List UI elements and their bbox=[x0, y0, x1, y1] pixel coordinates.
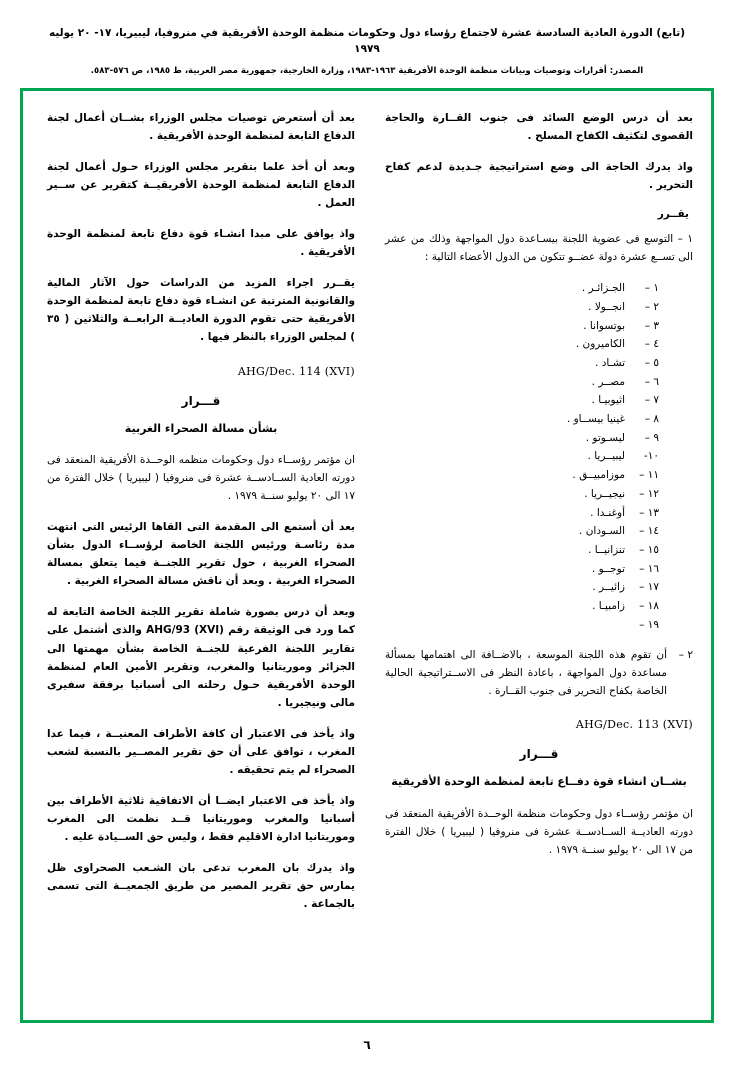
list-item bbox=[385, 410, 659, 429]
list-item-label: ليسـوتو . bbox=[585, 431, 625, 444]
list-item bbox=[385, 298, 659, 317]
clause-number: ٢ – bbox=[678, 649, 693, 662]
resolution-heading: قـــرار bbox=[519, 747, 559, 762]
list-item-label: تنزانيــا . bbox=[588, 543, 625, 556]
list-item-number: ٣ – bbox=[644, 319, 659, 332]
list-item-label: توجــو . bbox=[591, 562, 625, 575]
list-item-number: ١٣ – bbox=[639, 506, 659, 519]
paragraph: ان مؤتمر رؤســاء دول وحكومات منظمة الوحــدة الأفريقية المنعقد فى دورته العاديــة الســادســة عشرة فى منروفيا ( ليبيريا ) خلال الفترة من ١٧ الى ٢٠ يوليو سنــة ١٩٧٩ . bbox=[385, 808, 693, 857]
paragraph: واذ يأخذ فى الاعتبار ايضــا أن الاتفاقية ثلاثية الأطراف بين أسبانيا والمغرب وموريتانيا قــد نظمت الى المغرب وموريتانيا ادارة الاقليم فقط ، وليس حق الســيادة عليه . bbox=[47, 794, 355, 843]
list-item-number: ١٤ – bbox=[639, 525, 659, 538]
list-item bbox=[385, 335, 659, 354]
list-item bbox=[385, 522, 659, 541]
clause-one: ١ – التوسع فى عضوية اللجنة بيسـاعدة دول المواجهة وذلك من عشر الى تســع عشرة دولة عضــو تتكون من الدول الأعضاء التالية : bbox=[385, 233, 693, 264]
list-item-label: زائيــر . bbox=[592, 581, 625, 594]
paragraph: بعد أن درس الوضع السائد فى جنوب القــارة والحاجة القصوى لتكثيف الكفاح المسلح . bbox=[385, 112, 693, 143]
list-item bbox=[385, 447, 659, 466]
list-item-number: ١٥ – bbox=[639, 543, 659, 556]
paragraph: يقــرر اجراء المزيد من الدراسات حول الآثار المالية والقانونية المترتبة عن انشـاء قوة دفاع تابعة لمنظمة الوحدة الأفريقية حتى تقوم الدورة العاديــة الرابعــة والثلاثين ( ٣٥ ) لمجلس الوزراء بالنظر فيها . bbox=[47, 277, 355, 344]
list-item bbox=[385, 429, 659, 448]
page-number: ٦ bbox=[363, 1038, 371, 1052]
list-item bbox=[385, 354, 659, 373]
list-item-number: ٨ – bbox=[644, 413, 659, 426]
document-title: (تابع) الدورة العادية السادسة عشرة لاجتماع رؤساء دول وحكومات منظمة الوحدة الأفريقية في منروفيا، ليبيريا، ١٧- ٢٠ يوليه ١٩٧٩ bbox=[48, 27, 686, 55]
paragraph: واذ يدرك بان المغرب تدعى بان الشـعب الصحراوى ظل يمارس حق تقرير المصير من طريق الجمعيــة التى تسمى بالجماعة . bbox=[47, 862, 355, 911]
paragraph: وبعد أن أخذ علما بتقرير مجلس الوزراء حـول أعمال لجنة الدفاع التابعة لمنظمة الوحدة الأفريقيــة كتقرير عن ســير العمل . bbox=[47, 161, 355, 210]
list-item-label: مصــر . bbox=[591, 375, 625, 388]
decision-code: AHG/Dec. 114 (XVI) bbox=[237, 364, 355, 378]
paragraph: وبعد أن درس بصورة شاملة تقرير اللجنة الخاصة التابعة له كما ورد فى الوثيقة رقم AHG/93 (XVI) والذى أشتمل على تقارير اللجنة الفرعية للجنــة الخاصة بشأن مهمتها الى الجزائر وموريتانيا والمغرب، وتقرير الأمين العام لمنظمة الوحدة الأفريقية حـول رحلته الى أسبانيا برفقة سفيرى مالى ونيجيريا . bbox=[47, 606, 355, 709]
resolution-subject: بشــان انشاء قوة دفــاع تابعة لمنظمة الوحدة الأفريقية bbox=[391, 775, 687, 789]
resolution-heading: قـــرار bbox=[181, 393, 221, 408]
list-item bbox=[385, 541, 659, 560]
paragraph: بعد أن أستعرض توصيات مجلس الوزراء بشــان أعمال لجنة الدفاع التابعة لمنظمة الوحدة الأفريقية . bbox=[47, 112, 355, 143]
document-header bbox=[0, 0, 734, 78]
clause-text: أن تقوم هذه اللجنة الموسعة ، بالاضــافة الى اهتمامها بمسألة مساعدة دول المواجهة ، باعادة النظر فى الاســتراتيجية الحالية الخاصة بكفاح التحرير فى جنوب القــارة . bbox=[385, 649, 667, 698]
document-source: المصدر: أقرارات وتوصيات وبيانات منظمة الوحدة الأفريقية ١٩٦٣-١٩٨٣، وزارة الخارجية، جمهورية مصر العربية، ط ١٩٨٥، ص ٥٧٦-٥٨٣. bbox=[90, 65, 644, 76]
list-item bbox=[385, 560, 659, 579]
list-item bbox=[385, 504, 659, 523]
list-item bbox=[385, 616, 659, 635]
list-item-number: ٥ – bbox=[644, 357, 659, 370]
list-item-label: تشـاد . bbox=[595, 357, 625, 370]
resolution-subject: بشأن مسالة الصحراء الغربية bbox=[124, 421, 278, 435]
list-item-number: ٢ – bbox=[644, 300, 659, 313]
paragraph: واذ يدرك الحاجة الى وضع استراتيجية جـديدة لدعم كفاح التحرير . bbox=[385, 161, 693, 192]
list-item-label: زامبيـا . bbox=[592, 599, 625, 612]
list-item-label: موزامبيــق . bbox=[572, 469, 625, 482]
list-item bbox=[385, 317, 659, 336]
country-list bbox=[385, 279, 693, 634]
list-item-number: ١٢ – bbox=[639, 487, 659, 500]
list-item bbox=[385, 485, 659, 504]
list-item-label bbox=[385, 616, 625, 635]
list-item-number: ١٨ – bbox=[639, 599, 659, 612]
list-item-label: بوتسوانا . bbox=[583, 319, 625, 332]
list-item bbox=[385, 578, 659, 597]
list-item-label: الكاميرون . bbox=[575, 338, 625, 351]
list-item-number: ٩ – bbox=[644, 431, 659, 444]
list-item-label: غينيا بيســاو . bbox=[566, 413, 625, 426]
paragraph: واذ يوافق على مبدا انشـاء قوة دفاع تابعة لمنظمة الوحدة الأفريقية . bbox=[47, 228, 355, 259]
decision-code: AHG/Dec. 113 (XVI) bbox=[575, 718, 693, 732]
list-item bbox=[385, 597, 659, 616]
list-item-label: ليبيــريا . bbox=[587, 450, 625, 463]
list-item-label: أوغنـدا . bbox=[590, 506, 625, 519]
two-column-body bbox=[47, 109, 693, 1009]
list-item bbox=[385, 466, 659, 485]
list-item-number: ١ – bbox=[644, 282, 659, 295]
list-item-number: ٤ – bbox=[644, 338, 659, 351]
list-item-label: السـودان . bbox=[579, 525, 625, 538]
paragraph: بعد أن أستمع الى المقدمة التى القاها الرئيس التى انتهت مدة رئاسـة ورئيس اللجنة الخاصة لرؤســاء الدول بشأن الصحراء الغربية ، حول تقرير اللجنــة فيما يتعلق بمسالة الصحراء الغربية . وبعد أن ناقش مسالة الصحراء الغربية . bbox=[47, 521, 355, 588]
list-item-label: الجـزائـر . bbox=[581, 282, 625, 295]
list-item bbox=[385, 391, 659, 410]
paragraph: ان مؤتمر رؤســاء دول وحكومات منظمه الوحــدة الأفريقية المنعقد فى دورته العادية الســادســة عشرة فى منروفيا ( ليبيريا ) خلال الفترة من ١٧ الى ٢٠ يوليو سنــة ١٩٧٩ . bbox=[47, 454, 355, 503]
list-item-number: ٦ – bbox=[644, 375, 659, 388]
page-frame bbox=[20, 88, 714, 1023]
list-item-number: ١١ – bbox=[639, 469, 659, 482]
list-item-number: ١٦ – bbox=[639, 562, 659, 575]
list-item-number: ١٩ – bbox=[639, 618, 659, 631]
list-item-label: انجــولا . bbox=[588, 300, 625, 313]
list-item bbox=[385, 373, 659, 392]
decides-label: يقــرر bbox=[657, 208, 689, 221]
paragraph: واذ يأخذ فى الاعتبار أن كافة الأطراف المعنيــة ، فيما عدا المغرب ، توافق على أن حق تقرير المصــير بالنسبة لشعب الصحراء لم يتم تحقيقه . bbox=[47, 727, 355, 776]
frame-content bbox=[47, 109, 693, 1009]
column-right bbox=[385, 109, 693, 1009]
list-item-label: نيجيــريا . bbox=[584, 487, 625, 500]
list-item-number: ١٠- bbox=[643, 450, 659, 463]
list-item-number: ١٧ – bbox=[639, 581, 659, 594]
list-item bbox=[385, 279, 659, 298]
list-item-number: ٧ – bbox=[644, 394, 659, 407]
clause-two bbox=[385, 646, 693, 700]
column-left bbox=[47, 109, 355, 1009]
list-item-label: اثيوبيـا . bbox=[591, 394, 625, 407]
